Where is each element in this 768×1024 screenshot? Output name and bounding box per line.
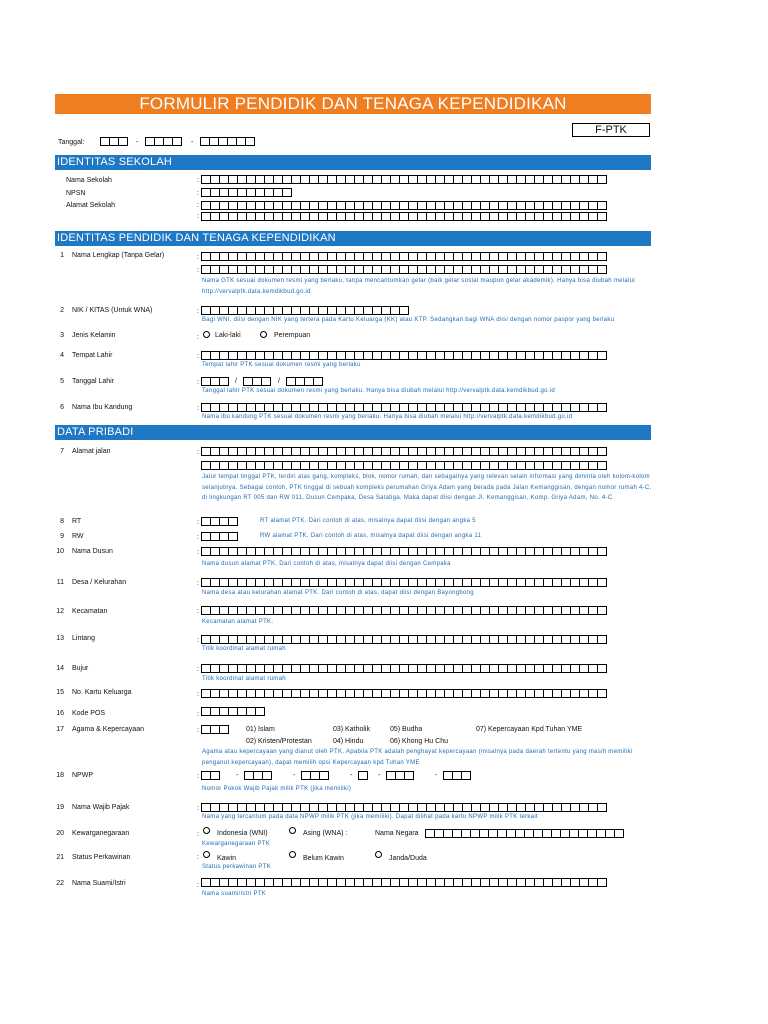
- colon: :: [197, 379, 199, 386]
- colon: :: [197, 691, 199, 698]
- agama-hint: Agama atau kepercayaan yang dianut oleh PTK. Apabila PTK adalah penghayat kepercayaan (misalnya pada daerah tertentu yang masih memiliki penganut kepercayaan), dapat memilih opsi Kepercayaan kpd Tuhan YME: [202, 749, 633, 766]
- char-box[interactable]: [597, 578, 607, 587]
- field-number: 6: [60, 404, 64, 411]
- npwp-input-3[interactable]: [301, 771, 328, 780]
- kawin-option: Kawin: [217, 855, 237, 862]
- colon: :: [197, 353, 199, 360]
- kartu-keluarga-label: No. Kartu Keluarga: [72, 689, 132, 696]
- colon: :: [197, 190, 199, 197]
- char-box[interactable]: [597, 635, 607, 644]
- colon: :: [197, 449, 199, 456]
- tempat-lahir-label: Tempat Lahir: [72, 352, 113, 359]
- agama-option-02: 02) Kristen/Protestan: [246, 738, 312, 745]
- agama-option-05: 05) Budha: [390, 726, 423, 733]
- char-box[interactable]: [313, 377, 323, 386]
- agama-code-input[interactable]: [201, 725, 228, 734]
- field-number: 21: [56, 854, 64, 861]
- nik-label: NIK / KITAS (Untuk WNA): [72, 307, 153, 314]
- colon: :: [197, 254, 199, 261]
- char-box[interactable]: [319, 771, 329, 780]
- colon: :: [197, 882, 199, 889]
- alamat-sekolah-label: Alamat Sekolah: [66, 202, 116, 209]
- perempuan-radio[interactable]: [260, 331, 267, 338]
- date-separator: -: [136, 139, 139, 146]
- wna-radio[interactable]: [289, 827, 296, 834]
- field-number: 9: [60, 533, 64, 540]
- nama-wajib-pajak-hint: Nama yang tercantum pada data NPWP milik PTK (jika memiliki). Dapat dilihat pada kartu NPWP milik PTK terkait: [202, 814, 538, 820]
- field-number: 7: [60, 448, 64, 455]
- char-box[interactable]: [597, 878, 607, 887]
- rw-input[interactable]: [201, 532, 237, 541]
- field-number: 8: [60, 518, 64, 525]
- colon: :: [197, 711, 199, 718]
- rw-hint: RW alamat PTK. Dari contoh di atas, misalnya dapat diisi dengan angka 11: [260, 533, 482, 539]
- char-box[interactable]: [245, 137, 255, 146]
- colon: :: [197, 580, 199, 587]
- nama-lengkap-input-1[interactable]: [201, 252, 606, 261]
- field-number: 20: [56, 830, 64, 837]
- bujur-label: Bujur: [72, 665, 89, 672]
- desa-kelurahan-hint: Nama desa atau kelurahan alamat PTK. Dari contoh di atas, dapat diisi dengan Bayongbong: [202, 590, 474, 596]
- npsn-input[interactable]: [201, 188, 291, 197]
- nama-sekolah-input[interactable]: [201, 175, 606, 184]
- ibu-kandung-label: Nama Ibu Kandung: [72, 404, 133, 411]
- npwp-input-6[interactable]: [443, 771, 470, 780]
- kawin-radio[interactable]: [203, 851, 210, 858]
- colon: :: [197, 637, 199, 644]
- field-number: 19: [56, 804, 64, 811]
- npwp-separator: -: [293, 772, 296, 779]
- belum-kawin-option: Belum Kawin: [303, 855, 344, 862]
- ibu-kandung-hint: Nama ibu kandung PTK sesuai dokumen resmi yang berlaku. Hanya bisa diubah melalui http://vervalptk.data.kemdikbud.go.id: [202, 414, 573, 420]
- char-box[interactable]: [219, 725, 229, 734]
- date-slash: /: [235, 378, 237, 385]
- char-box[interactable]: [597, 664, 607, 673]
- nik-input[interactable]: [201, 306, 408, 315]
- nama-lengkap-hint: Nama GTK sesuai dokumen resmi yang berlaku, tanpa mencantumkan gelar (baik gelar sosial maupun gelar akademik). Hanya bisa diubah melalui http://vervalptk.data.kemdikbud.go.id: [202, 278, 635, 295]
- perempuan-option: Perempuan: [274, 332, 311, 339]
- char-box[interactable]: [461, 771, 471, 780]
- field-number: 3: [60, 332, 64, 339]
- agama-option-03: 03) Katholik: [333, 726, 370, 733]
- field-number: 15: [56, 689, 64, 696]
- npwp-hint: Nomor Pokok Wajib Pajak milik PTK (jika memiliki): [202, 786, 352, 792]
- colon: :: [197, 213, 199, 220]
- field-number: 10: [56, 548, 64, 555]
- alamat-sekolah-input-1[interactable]: [201, 201, 606, 210]
- nama-lengkap-input-2[interactable]: [201, 265, 606, 274]
- npwp-input-4[interactable]: [358, 771, 367, 780]
- npwp-input-2[interactable]: [244, 771, 271, 780]
- char-box[interactable]: [358, 771, 368, 780]
- tanggal-lahir-hint: Tanggal lahir PTK sesuai dokumen resmi yang berlaku. Hanya bisa diubah melalui http://vervalptk.data.kemdikbud.go.id: [202, 388, 555, 394]
- field-number: 5: [60, 378, 64, 385]
- colon: :: [197, 177, 199, 184]
- wni-option: Indonesia (WNI): [217, 830, 268, 837]
- nama-negara-label: Nama Negara: [375, 830, 419, 837]
- field-number: 13: [56, 635, 64, 642]
- colon: :: [197, 405, 199, 412]
- tanggal-label: Tanggal:: [58, 139, 85, 146]
- nama-dusun-input[interactable]: [201, 547, 606, 556]
- char-box[interactable]: [597, 447, 607, 456]
- kecamatan-label: Kecamatan: [72, 608, 108, 615]
- bujur-input[interactable]: [201, 664, 606, 673]
- field-number: 11: [56, 579, 64, 586]
- char-box[interactable]: [597, 252, 607, 261]
- agama-option-06: 06) Khong Hu Chu: [390, 738, 448, 745]
- date-slash: /: [278, 378, 280, 385]
- npsn-label: NPSN: [66, 190, 86, 197]
- bujur-hint: Titik koordinat alamat rumah: [202, 676, 286, 682]
- belum-kawin-radio[interactable]: [289, 851, 296, 858]
- npwp-input-1[interactable]: [201, 771, 219, 780]
- colon: :: [197, 773, 199, 780]
- char-box[interactable]: [597, 212, 607, 221]
- npwp-input-5[interactable]: [386, 771, 413, 780]
- kewarganegaraan-label: Kewarganegaraan: [72, 830, 130, 837]
- char-box[interactable]: [614, 829, 624, 838]
- rt-input[interactable]: [201, 517, 237, 526]
- char-box[interactable]: [404, 771, 414, 780]
- field-number: 2: [60, 307, 64, 314]
- alamat-jalan-input-2[interactable]: [201, 461, 606, 470]
- janda-duda-option: Janda/Duda: [389, 855, 427, 862]
- jenis-kelamin-label: Jenis Kelamin: [72, 332, 116, 339]
- nama-dusun-label: Nama Dusun: [72, 548, 113, 555]
- char-box[interactable]: [597, 351, 607, 360]
- colon: :: [197, 534, 199, 541]
- form-title: FORMULIR PENDIDIK DAN TENAGA KEPENDIDIKAN: [55, 94, 651, 114]
- section-identitas-ptk: IDENTITAS PENDIDIK DAN TENAGA KEPENDIDIKAN: [55, 231, 651, 246]
- char-box[interactable]: [282, 188, 292, 197]
- char-box[interactable]: [228, 532, 238, 541]
- field-number: 16: [56, 710, 64, 717]
- colon: :: [197, 519, 199, 526]
- colon: :: [197, 727, 199, 734]
- agama-label: Agama & Kepercayaan: [72, 726, 144, 733]
- rw-label: RW: [72, 533, 84, 540]
- status-perkawinan-label: Status Perkawinan: [72, 854, 131, 861]
- char-box[interactable]: [118, 137, 128, 146]
- agama-option-01: 01) Islam: [246, 726, 275, 733]
- npwp-label: NPWP: [72, 772, 93, 779]
- field-number: 22: [56, 880, 64, 887]
- desa-kelurahan-input[interactable]: [201, 578, 606, 587]
- agama-option-07: 07) Kepercayaan Kpd Tuhan YME: [476, 726, 583, 733]
- tanggal-month-input[interactable]: [145, 137, 181, 146]
- colon: :: [197, 805, 199, 812]
- section-identitas-sekolah: IDENTITAS SEKOLAH: [55, 155, 651, 170]
- char-box[interactable]: [228, 517, 238, 526]
- tanggal-lahir-year-input[interactable]: [286, 377, 322, 386]
- agama-option-04: 04) Hindu: [333, 738, 364, 745]
- tanggal-day-input[interactable]: [100, 137, 127, 146]
- wna-option: Asing (WNA) :: [303, 830, 348, 837]
- colon: :: [197, 854, 199, 861]
- alamat-jalan-label: Alamat jalan: [72, 448, 111, 455]
- char-box[interactable]: [597, 175, 607, 184]
- nama-negara-input[interactable]: [425, 829, 623, 838]
- char-box[interactable]: [597, 265, 607, 274]
- alamat-jalan-hint: Jalur tempat tinggal PTK, terdiri atas gang, kompleks, blok, nomor rumah, dan sebagainya yang relevan selain informasi yang diminta oleh kolom-kolom selanjutnya. Sebagai contoh, PTK tinggal di sebuah kompleks perumahan Griya Adam yang berada pada Jalan Kemanggisan, dengan nomor rumah 4-C, di lingkungan RT 005 dan RW 011, Dusun Cempaka, Desa Salatiga. Maka dapat diisi dengan Jl. Kemanggisan, Komp. Griya Adam, No. 4-C: [202, 474, 652, 501]
- char-box[interactable]: [597, 689, 607, 698]
- nama-suami-istri-input[interactable]: [201, 878, 606, 887]
- nama-dusun-hint: Nama dusun alamat PTK. Dari contoh di atas, misalnya dapat diisi dengan Cempaka: [202, 561, 451, 567]
- kartu-keluarga-input[interactable]: [201, 689, 606, 698]
- tempat-lahir-hint: Tempat lahir PTK sesuai dokumen resmi yang berlaku: [202, 362, 361, 368]
- npwp-separator: -: [378, 772, 381, 779]
- char-box[interactable]: [597, 403, 607, 412]
- field-number: 12: [56, 608, 64, 615]
- tanggal-year-input[interactable]: [200, 137, 254, 146]
- form-code: F-PTK: [572, 123, 650, 137]
- desa-kelurahan-label: Desa / Kelurahan: [72, 579, 127, 586]
- field-number: 4: [60, 352, 64, 359]
- colon: :: [197, 202, 199, 209]
- ibu-kandung-input[interactable]: [201, 403, 606, 412]
- lintang-input[interactable]: [201, 635, 606, 644]
- nik-hint: Bagi WNI, diisi dengan NIK yang tertera pada Kartu Keluarga (KK) atau KTP. Sedangkan bagi WNA diisi dengan nomor paspor yang berlaku: [202, 317, 615, 323]
- char-box[interactable]: [255, 707, 265, 716]
- alamat-jalan-input-1[interactable]: [201, 447, 606, 456]
- nama-suami-istri-hint: Nama suami/istri PTK: [202, 891, 267, 897]
- char-box[interactable]: [597, 606, 607, 615]
- section-data-pribadi: DATA PRIBADI: [55, 425, 651, 440]
- colon: :: [197, 308, 199, 315]
- colon: :: [197, 334, 199, 341]
- kecamatan-input[interactable]: [201, 606, 606, 615]
- colon: :: [197, 267, 199, 274]
- laki-laki-option: Laki-laki: [215, 332, 241, 339]
- kewarganegaraan-hint: Kewarganegaraan PTK: [202, 841, 271, 847]
- rt-hint: RT alamat PTK. Dari contoh di atas, misalnya dapat diisi dengan angka 5: [260, 518, 476, 524]
- npwp-separator: -: [236, 772, 239, 779]
- tempat-lahir-input[interactable]: [201, 351, 606, 360]
- colon: :: [197, 549, 199, 556]
- char-box[interactable]: [597, 461, 607, 470]
- nama-wajib-pajak-label: Nama Wajib Pajak: [72, 804, 130, 811]
- char-box[interactable]: [597, 803, 607, 812]
- char-box[interactable]: [262, 771, 272, 780]
- janda-duda-radio[interactable]: [375, 851, 382, 858]
- tanggal-lahir-day-input[interactable]: [201, 377, 228, 386]
- field-number: 17: [56, 726, 64, 733]
- char-box[interactable]: [172, 137, 182, 146]
- kode-pos-label: Kode POS: [72, 710, 106, 717]
- colon: :: [197, 666, 199, 673]
- alamat-sekolah-input-2[interactable]: [201, 212, 606, 221]
- kode-pos-input[interactable]: [201, 707, 264, 716]
- nama-lengkap-label: Nama Lengkap (Tanpa Gelar): [72, 252, 165, 259]
- colon: :: [197, 608, 199, 615]
- tanggal-lahir-label: Tanggal Lahir: [72, 378, 115, 385]
- field-number: 14: [56, 665, 64, 672]
- field-number: 1: [60, 252, 64, 259]
- nama-wajib-pajak-input[interactable]: [201, 803, 606, 812]
- rt-label: RT: [72, 518, 82, 525]
- date-separator: -: [191, 139, 194, 146]
- status-perkawinan-hint: Status perkawinan PTK: [202, 864, 271, 870]
- lintang-hint: Titik koordinat alamat rumah: [202, 646, 286, 652]
- laki-laki-radio[interactable]: [203, 331, 210, 338]
- lintang-label: Lintang: [72, 635, 95, 642]
- wni-radio[interactable]: [203, 827, 210, 834]
- char-box[interactable]: [261, 377, 271, 386]
- nama-sekolah-label: Nama Sekolah: [66, 177, 112, 184]
- kecamatan-hint: Kecamatan alamat PTK.: [202, 619, 274, 625]
- tanggal-lahir-month-input[interactable]: [243, 377, 270, 386]
- char-box[interactable]: [597, 201, 607, 210]
- char-box[interactable]: [210, 771, 220, 780]
- npwp-separator: -: [350, 772, 353, 779]
- npwp-separator: -: [435, 772, 438, 779]
- nama-suami-istri-label: Nama Suami/Istri: [72, 880, 126, 887]
- char-box[interactable]: [399, 306, 409, 315]
- field-number: 18: [56, 772, 64, 779]
- char-box[interactable]: [597, 547, 607, 556]
- colon: :: [197, 831, 199, 838]
- char-box[interactable]: [219, 377, 229, 386]
